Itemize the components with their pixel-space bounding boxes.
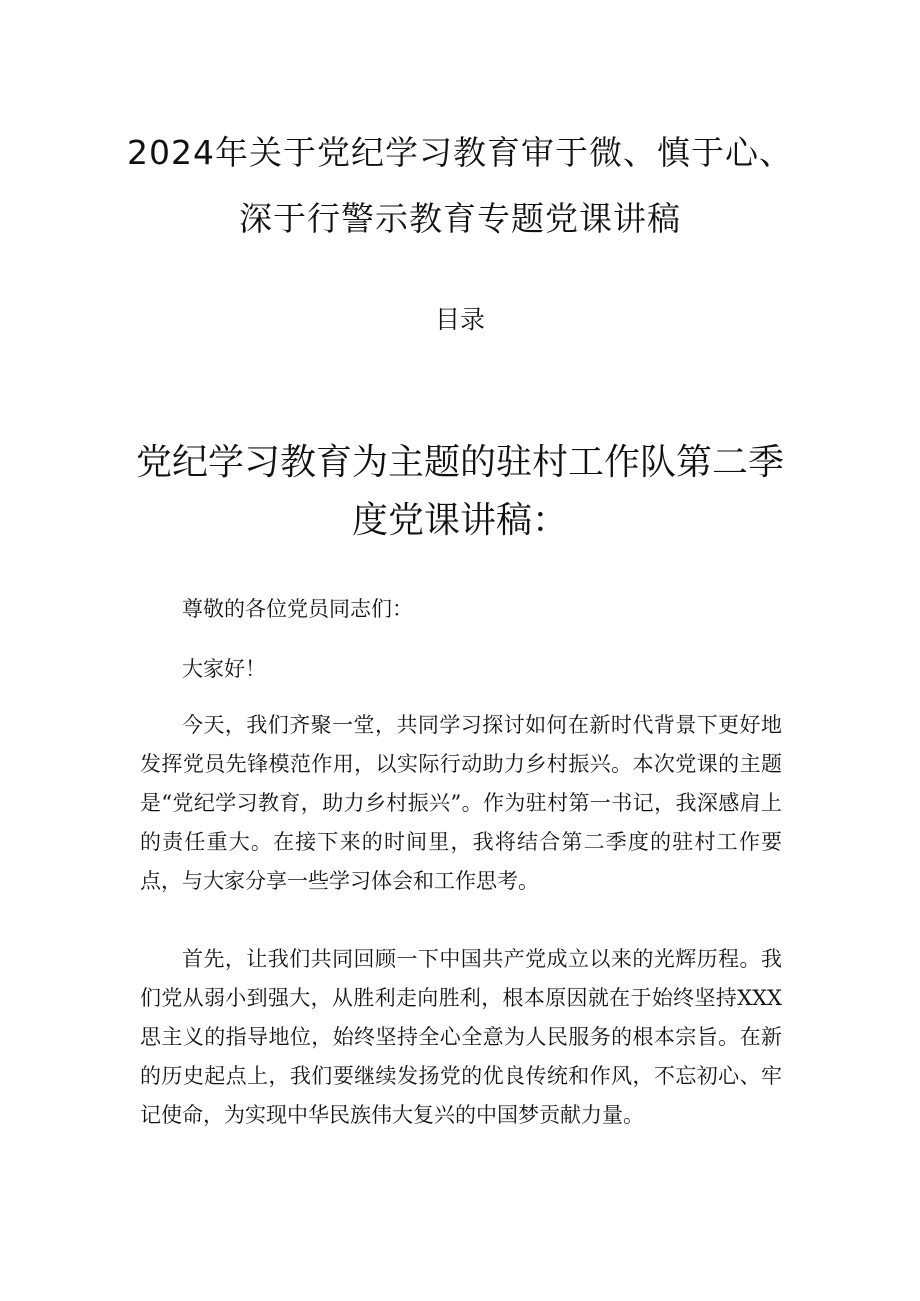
- body-paragraph-2: 首先，让我们共同回顾一下中国共产党成立以来的光辉历程。我们党从弱小到强大，从胜利走向胜利，根本原因就在于始终坚持XXX思主义的指导地位，始终坚持全心全意为人民服务的根本宗旨。在新的历史起点上，我们要继续发扬党的优良传统和作风，不忘初心、牢记使命，为实现中华民族伟大复兴的中国梦贡献力量。: [140, 947, 782, 1127]
- greeting-paragraph: 大家好！: [182, 657, 266, 681]
- document-title: 2024年关于党纪学习教育审于微、慎于心、深于行警示教育专题党课讲稿: [127, 133, 793, 238]
- section-title: 党纪学习教育为主题的驻村工作队第二季度党课讲稿：: [135, 442, 784, 541]
- body-paragraph-1: 今天，我们齐聚一堂，共同学习探讨如何在新时代背景下更好地发挥党员先锋模范作用，以实际行动助力乡村振兴。本次党课的主题是“党纪学习教育，助力乡村振兴”。作为驻村第一书记，我深感肩上的责任重大。在接下来的时间里，我将结合第二季度的驻村工作要点，与大家分享一些学习体会和工作思考。: [140, 713, 782, 893]
- toc-heading: 目录: [434, 305, 485, 334]
- salutation-paragraph: 尊敬的各位党员同志们：: [182, 597, 413, 621]
